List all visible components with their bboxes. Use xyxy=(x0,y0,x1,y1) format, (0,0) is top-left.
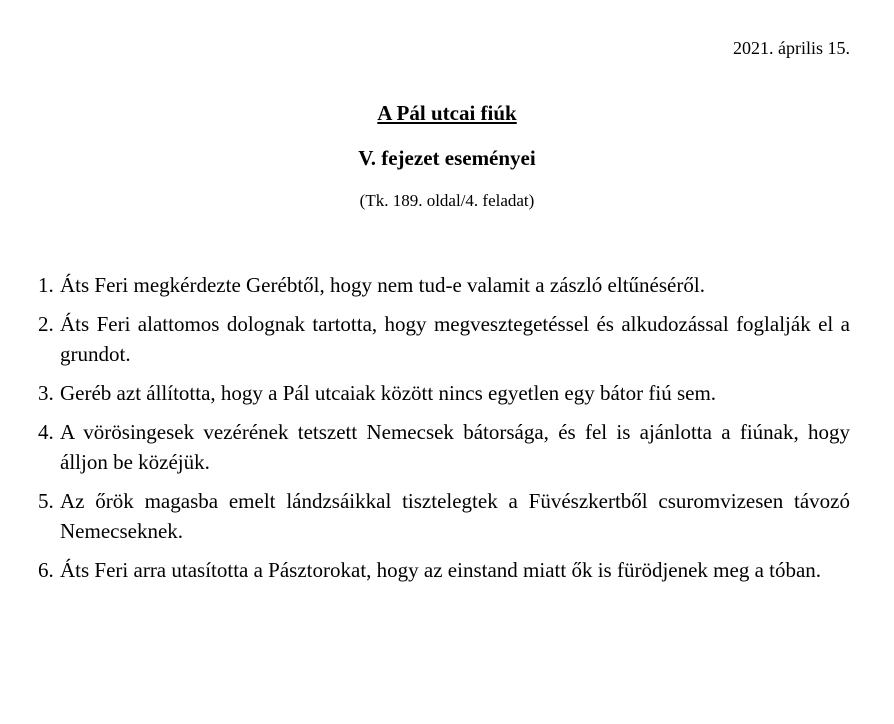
list-item-text: Geréb azt állította, hogy a Pál utcaiak között nincs egyetlen egy bátor fiú sem. xyxy=(60,381,717,405)
list-item-text: Az őrök magasba emelt lándzsáikkal tisztelegtek a Füvészkertből csuromvizesen távozó Nemecseknek. xyxy=(60,489,850,543)
document-date: 2021. április 15. xyxy=(733,38,850,58)
list-item xyxy=(38,417,850,477)
list-item-number: 1. xyxy=(38,273,54,297)
list-item-number: 5. xyxy=(38,489,54,513)
list-item-text: Áts Feri arra utasította a Pásztorokat, hogy az einstand miatt ők is fürödjenek meg a tóban. xyxy=(60,558,822,582)
list-item xyxy=(38,555,850,585)
list-item-text: Áts Feri alattomos dolognak tartotta, hogy megvesztegetéssel és alkudozással foglalják el a grundot. xyxy=(60,312,850,366)
document-title: A Pál utcai fiúk xyxy=(377,101,517,125)
list-item-text: A vörösingesek vezérének tetszett Nemecsek bátorsága, és fel is ajánlotta a fiúnak, hogy álljon be közéjük. xyxy=(60,420,850,474)
list-item xyxy=(38,309,850,369)
list-item-text: Áts Feri megkérdezte Gerébtől, hogy nem tud-e valamit a zászló eltűnéséről. xyxy=(60,273,705,297)
events-list xyxy=(38,270,850,585)
list-item xyxy=(38,270,850,300)
list-item-number: 6. xyxy=(38,558,54,582)
list-item-number: 2. xyxy=(38,312,54,336)
list-item-number: 4. xyxy=(38,420,54,444)
list-item xyxy=(38,486,850,546)
textbook-reference-note: (Tk. 189. oldal/4. feladat) xyxy=(359,191,535,210)
document-subtitle: V. fejezet eseményei xyxy=(358,146,536,170)
list-item xyxy=(38,378,850,408)
list-item-number: 3. xyxy=(38,381,54,405)
